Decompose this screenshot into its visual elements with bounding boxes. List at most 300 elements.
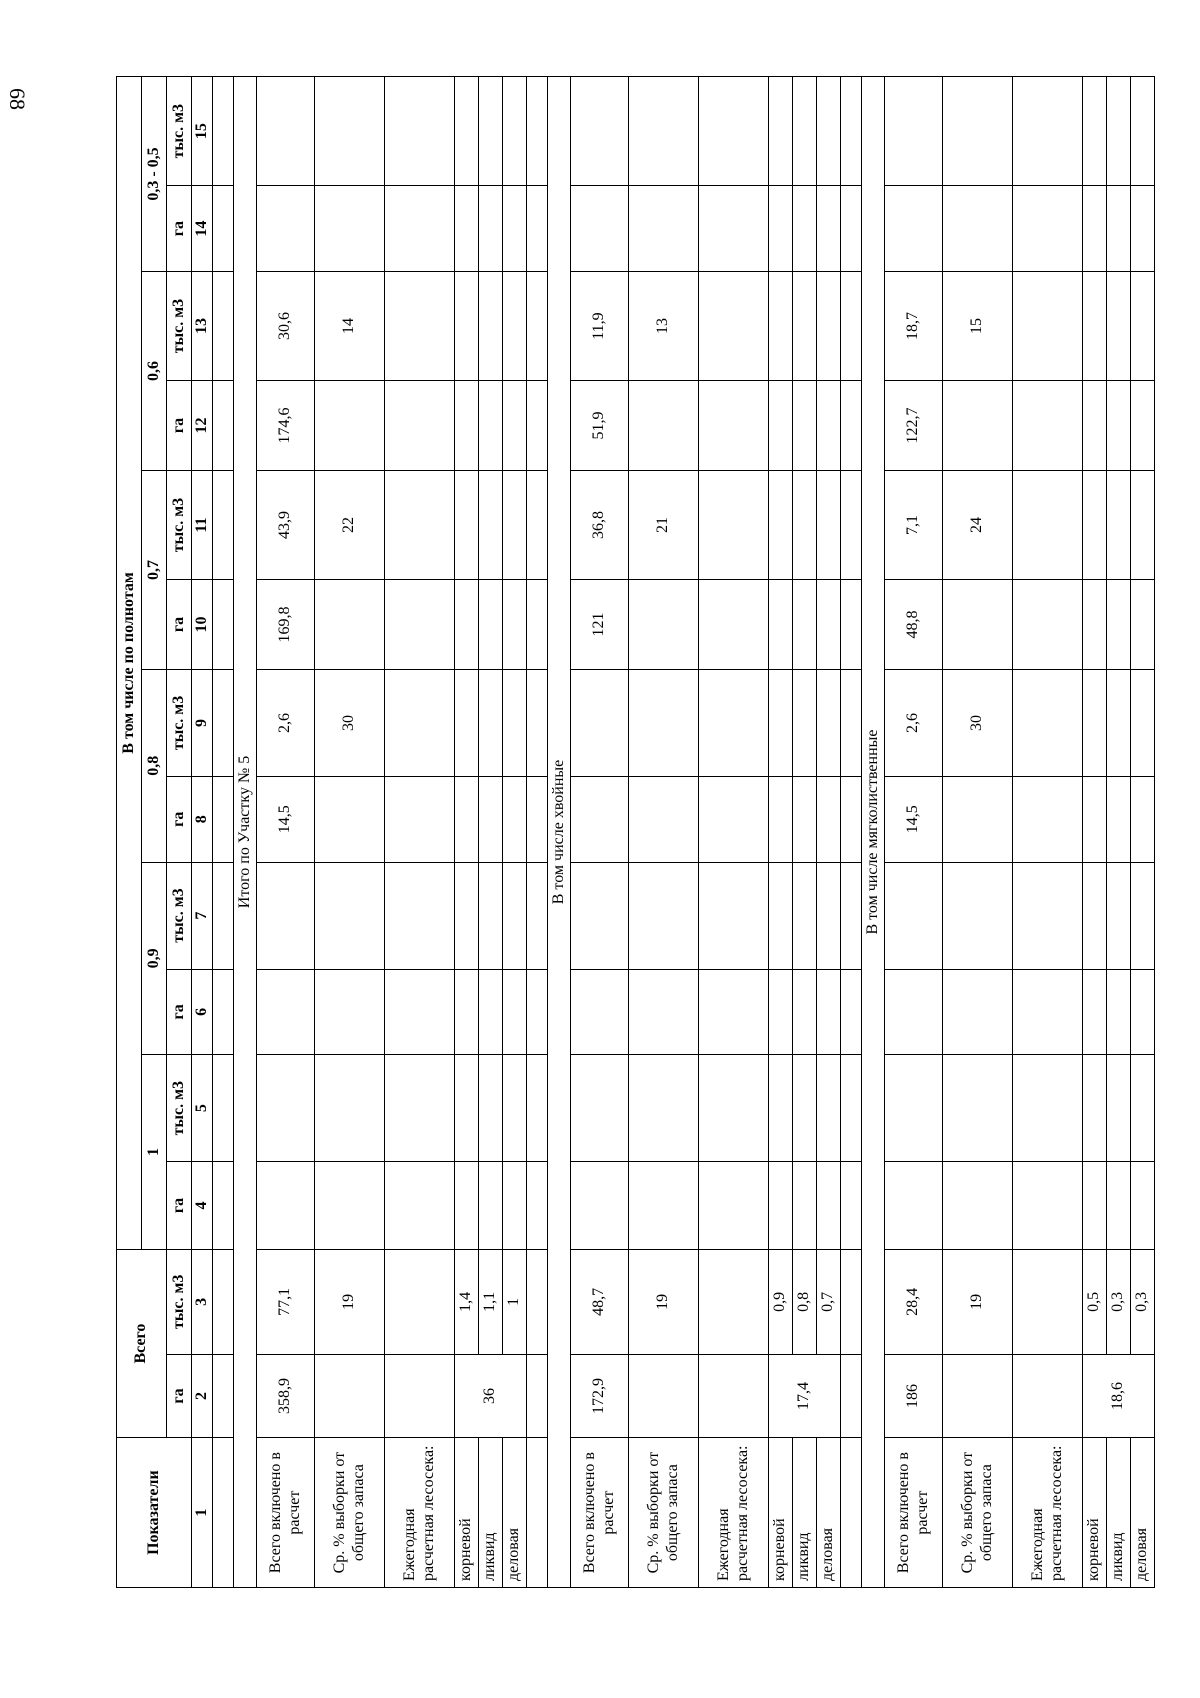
row-label-liquid: ликвид: [1107, 1438, 1131, 1588]
data-cell: [943, 862, 1013, 969]
empty-cell: [769, 669, 793, 776]
empty-cell: [817, 776, 841, 862]
empty-cell: [1013, 862, 1083, 969]
section-title: В том числе хвойные: [548, 77, 571, 1588]
empty-cell: [527, 470, 548, 579]
empty-cell: [817, 77, 841, 186]
empty-cell: [841, 77, 862, 186]
column-number: 1: [192, 1438, 213, 1588]
header-density-1: 1: [142, 1055, 167, 1250]
data-cell: [943, 186, 1013, 272]
empty-cell: [1107, 969, 1131, 1055]
empty-cell: [1131, 271, 1155, 380]
data-cell: 15: [943, 271, 1013, 380]
empty-cell: [213, 862, 234, 969]
empty-cell: [503, 1055, 527, 1162]
empty-cell: [699, 580, 769, 670]
empty-cell: [1013, 1354, 1083, 1437]
empty-cell: [385, 381, 455, 471]
empty-cell: [503, 776, 527, 862]
empty-cell: [699, 470, 769, 579]
data-cell: 30,6: [257, 271, 315, 380]
empty-cell: [527, 1354, 548, 1437]
data-cell: [571, 77, 629, 186]
empty-cell: [817, 969, 841, 1055]
empty-cell: [793, 271, 817, 380]
empty-cell: [699, 969, 769, 1055]
empty-cell: [503, 580, 527, 670]
empty-cell: [1013, 1055, 1083, 1162]
empty-cell: [213, 381, 234, 471]
empty-cell: [213, 1438, 234, 1588]
empty-cell: [213, 271, 234, 380]
column-number: 13: [192, 271, 213, 380]
empty-cell: [1083, 969, 1107, 1055]
empty-cell: [769, 381, 793, 471]
empty-cell: [1013, 969, 1083, 1055]
header-by-density: В том числе по полнотам: [117, 77, 142, 1250]
data-cell: [629, 580, 699, 670]
empty-cell: [527, 776, 548, 862]
root-volume-cell: 0,5: [1083, 1249, 1107, 1354]
empty-cell: [817, 186, 841, 272]
header-density-03-05: 0,3 - 0,5: [142, 77, 167, 272]
empty-cell: [1107, 271, 1131, 380]
header-density-06: 0,6: [142, 271, 167, 470]
empty-cell: [385, 580, 455, 670]
data-cell: [943, 776, 1013, 862]
empty-cell: [1107, 381, 1131, 471]
data-cell: [629, 1055, 699, 1162]
data-cell: [629, 776, 699, 862]
empty-cell: [841, 271, 862, 380]
data-cell: [315, 580, 385, 670]
data-cell: [943, 77, 1013, 186]
empty-cell: [1013, 381, 1083, 471]
empty-cell: [385, 1354, 455, 1437]
empty-cell: [213, 77, 234, 186]
empty-cell: [1013, 580, 1083, 670]
empty-cell: [503, 77, 527, 186]
row-label-root: корневой: [455, 1438, 479, 1588]
empty-cell: [1131, 1162, 1155, 1250]
data-cell: 172,9: [571, 1354, 629, 1437]
empty-cell: [479, 1162, 503, 1250]
empty-cell: [1083, 271, 1107, 380]
empty-cell: [213, 969, 234, 1055]
empty-cell: [503, 186, 527, 272]
data-cell: [571, 1162, 629, 1250]
data-cell: [629, 1162, 699, 1250]
data-cell: 186: [885, 1354, 943, 1437]
data-cell: [315, 186, 385, 272]
row-label-included: Всего включено в расчет: [257, 1438, 315, 1588]
empty-cell: [455, 669, 479, 776]
empty-cell: [455, 1055, 479, 1162]
empty-cell: [527, 669, 548, 776]
rotated-table-wrapper: [116, 76, 1151, 1588]
empty-cell: [841, 1249, 862, 1354]
empty-cell: [1083, 862, 1107, 969]
data-cell: [629, 969, 699, 1055]
empty-cell: [699, 669, 769, 776]
empty-cell: [1013, 1162, 1083, 1250]
column-number: 14: [192, 186, 213, 272]
empty-cell: [699, 1354, 769, 1437]
empty-cell: [503, 470, 527, 579]
root-ha-cell: 36: [455, 1354, 527, 1437]
data-cell: [315, 77, 385, 186]
empty-cell: [841, 669, 862, 776]
data-cell: [885, 862, 943, 969]
column-number: 12: [192, 381, 213, 471]
empty-cell: [699, 381, 769, 471]
empty-cell: [1013, 77, 1083, 186]
empty-cell: [385, 1055, 455, 1162]
empty-cell: [699, 1055, 769, 1162]
unit-volume-header: тыс. м3: [167, 1249, 192, 1354]
empty-cell: [479, 669, 503, 776]
data-cell: [315, 776, 385, 862]
data-cell: [257, 969, 315, 1055]
data-cell: 122,7: [885, 381, 943, 471]
empty-cell: [385, 271, 455, 380]
root-ha-cell: 18,6: [1083, 1354, 1155, 1437]
empty-cell: [479, 186, 503, 272]
unit-volume-header: тыс. м3: [167, 1055, 192, 1162]
column-number: 11: [192, 470, 213, 579]
empty-cell: [385, 186, 455, 272]
empty-cell: [213, 1249, 234, 1354]
data-cell: 7,1: [885, 470, 943, 579]
column-number: 9: [192, 669, 213, 776]
data-cell: [315, 381, 385, 471]
data-cell: [257, 862, 315, 969]
row-label-commercial: деловая: [817, 1438, 841, 1588]
unit-ha-header: га: [167, 1162, 192, 1250]
unit-volume-header: тыс. м3: [167, 470, 192, 579]
empty-cell: [769, 580, 793, 670]
empty-cell: [213, 1162, 234, 1250]
empty-cell: [213, 1055, 234, 1162]
empty-cell: [385, 470, 455, 579]
empty-cell: [455, 186, 479, 272]
commercial-volume-cell: 1: [503, 1249, 527, 1354]
data-cell: [885, 77, 943, 186]
empty-cell: [1013, 470, 1083, 579]
empty-cell: [213, 580, 234, 670]
data-cell: 14: [315, 271, 385, 380]
row-label-included: Всего включено в расчет: [571, 1438, 629, 1588]
root-volume-cell: 1,4: [455, 1249, 479, 1354]
empty-cell: [503, 381, 527, 471]
data-cell: [629, 862, 699, 969]
empty-cell: [479, 776, 503, 862]
data-cell: [943, 969, 1013, 1055]
empty-cell: [213, 669, 234, 776]
empty-cell: [769, 470, 793, 579]
row-label-avg-pct: Ср. % выборки от общего запаса: [315, 1438, 385, 1588]
empty-cell: [793, 969, 817, 1055]
empty-cell: [527, 1162, 548, 1250]
row-label-annual-cut: Ежегодная расчетная лесосека:: [385, 1438, 455, 1588]
empty-cell: [769, 186, 793, 272]
empty-cell: [841, 1055, 862, 1162]
data-cell: [943, 1162, 1013, 1250]
empty-cell: [1083, 470, 1107, 579]
data-cell: 48,8: [885, 580, 943, 670]
data-cell: [571, 862, 629, 969]
data-cell: [629, 669, 699, 776]
empty-cell: [213, 776, 234, 862]
empty-cell: [1083, 186, 1107, 272]
unit-volume-header: тыс. м3: [167, 77, 192, 186]
empty-cell: [793, 862, 817, 969]
empty-cell: [1013, 271, 1083, 380]
empty-cell: [817, 1162, 841, 1250]
data-cell: [943, 1055, 1013, 1162]
empty-cell: [1107, 470, 1131, 579]
empty-cell: [1131, 862, 1155, 969]
empty-cell: [841, 580, 862, 670]
empty-cell: [817, 470, 841, 579]
data-cell: [571, 776, 629, 862]
unit-volume-header: тыс. м3: [167, 669, 192, 776]
empty-cell: [503, 862, 527, 969]
data-cell: 43,9: [257, 470, 315, 579]
unit-volume-header: тыс. м3: [167, 862, 192, 969]
empty-cell: [1083, 580, 1107, 670]
data-cell: 169,8: [257, 580, 315, 670]
row-label-root: корневой: [769, 1438, 793, 1588]
row-label-avg-pct: Ср. % выборки от общего запаса: [629, 1438, 699, 1588]
empty-cell: [385, 77, 455, 186]
unit-ha-header: га: [167, 580, 192, 670]
empty-cell: [699, 862, 769, 969]
empty-cell: [1107, 1162, 1131, 1250]
empty-cell: [841, 1438, 862, 1588]
data-cell: 2,6: [257, 669, 315, 776]
empty-cell: [769, 776, 793, 862]
empty-cell: [479, 862, 503, 969]
empty-cell: [479, 381, 503, 471]
root-ha-cell: 17,4: [769, 1354, 841, 1437]
empty-cell: [527, 1438, 548, 1588]
empty-cell: [841, 381, 862, 471]
empty-cell: [817, 669, 841, 776]
empty-cell: [1131, 186, 1155, 272]
data-cell: [315, 1354, 385, 1437]
data-cell: 77,1: [257, 1249, 315, 1354]
empty-cell: [385, 969, 455, 1055]
empty-cell: [817, 381, 841, 471]
data-cell: [257, 1162, 315, 1250]
data-cell: [315, 1055, 385, 1162]
page-number: 68: [5, 88, 30, 110]
data-cell: 28,4: [885, 1249, 943, 1354]
data-cell: 24: [943, 470, 1013, 579]
liquid-volume-cell: 0,3: [1107, 1249, 1131, 1354]
empty-cell: [841, 186, 862, 272]
data-cell: 22: [315, 470, 385, 579]
data-cell: [315, 862, 385, 969]
empty-cell: [817, 271, 841, 380]
section-title: Итого по Участку № 5: [234, 77, 257, 1588]
empty-cell: [769, 1162, 793, 1250]
data-cell: 121: [571, 580, 629, 670]
empty-cell: [817, 580, 841, 670]
empty-cell: [1131, 969, 1155, 1055]
empty-cell: [1131, 77, 1155, 186]
allowable-cut-table: [116, 76, 1155, 1588]
data-cell: 19: [943, 1249, 1013, 1354]
empty-cell: [1107, 776, 1131, 862]
data-cell: 30: [315, 669, 385, 776]
empty-cell: [769, 862, 793, 969]
empty-cell: [385, 1162, 455, 1250]
empty-cell: [455, 776, 479, 862]
empty-cell: [527, 969, 548, 1055]
column-number: 3: [192, 1249, 213, 1354]
data-cell: 11,9: [571, 271, 629, 380]
section-title: В том числе мягколиственные: [862, 77, 885, 1588]
empty-cell: [1083, 1162, 1107, 1250]
empty-cell: [1131, 580, 1155, 670]
data-cell: 13: [629, 271, 699, 380]
row-label-liquid: ликвид: [479, 1438, 503, 1588]
data-cell: 14,5: [257, 776, 315, 862]
empty-cell: [503, 1162, 527, 1250]
row-label-commercial: деловая: [503, 1438, 527, 1588]
empty-cell: [1107, 580, 1131, 670]
empty-cell: [1083, 776, 1107, 862]
empty-cell: [1083, 669, 1107, 776]
empty-cell: [455, 77, 479, 186]
empty-cell: [479, 271, 503, 380]
data-cell: 30: [943, 669, 1013, 776]
row-label-annual-cut: Ежегодная расчетная лесосека:: [699, 1438, 769, 1588]
data-cell: [885, 1055, 943, 1162]
empty-cell: [1107, 669, 1131, 776]
data-cell: 2,6: [885, 669, 943, 776]
empty-cell: [1131, 669, 1155, 776]
column-number: 15: [192, 77, 213, 186]
unit-volume-header: тыс. м3: [167, 271, 192, 380]
unit-ha-header: га: [167, 969, 192, 1055]
data-cell: 51,9: [571, 381, 629, 471]
unit-ha-header: га: [167, 776, 192, 862]
data-cell: [943, 580, 1013, 670]
commercial-volume-cell: 0,7: [817, 1249, 841, 1354]
liquid-volume-cell: 1,1: [479, 1249, 503, 1354]
empty-cell: [699, 77, 769, 186]
empty-cell: [793, 580, 817, 670]
data-cell: [885, 186, 943, 272]
empty-cell: [1131, 1055, 1155, 1162]
column-number: 6: [192, 969, 213, 1055]
header-indicators: Показатели: [117, 1438, 192, 1588]
empty-cell: [1013, 186, 1083, 272]
empty-cell: [1107, 77, 1131, 186]
row-label-liquid: ликвид: [793, 1438, 817, 1588]
data-cell: [571, 969, 629, 1055]
empty-cell: [1083, 77, 1107, 186]
empty-cell: [793, 1162, 817, 1250]
empty-cell: [817, 1055, 841, 1162]
row-label-included: Всего включено в расчет: [885, 1438, 943, 1588]
empty-cell: [699, 271, 769, 380]
empty-cell: [479, 77, 503, 186]
empty-cell: [769, 1055, 793, 1162]
column-number: 8: [192, 776, 213, 862]
empty-cell: [841, 1162, 862, 1250]
data-cell: [885, 969, 943, 1055]
empty-cell: [1083, 381, 1107, 471]
empty-cell: [213, 470, 234, 579]
header-density-09: 0,9: [142, 862, 167, 1055]
empty-cell: [699, 1249, 769, 1354]
data-cell: 358,9: [257, 1354, 315, 1437]
data-cell: 19: [315, 1249, 385, 1354]
data-cell: [943, 1354, 1013, 1437]
empty-cell: [793, 776, 817, 862]
empty-cell: [1013, 1249, 1083, 1354]
data-cell: 174,6: [257, 381, 315, 471]
data-cell: [943, 381, 1013, 471]
empty-cell: [455, 470, 479, 579]
unit-ha-header: га: [167, 186, 192, 272]
empty-cell: [527, 381, 548, 471]
empty-cell: [385, 862, 455, 969]
row-label-avg-pct: Ср. % выборки от общего запаса: [943, 1438, 1013, 1588]
data-cell: 19: [629, 1249, 699, 1354]
empty-cell: [455, 271, 479, 380]
empty-cell: [817, 862, 841, 969]
empty-cell: [793, 669, 817, 776]
empty-cell: [479, 580, 503, 670]
empty-cell: [385, 669, 455, 776]
empty-cell: [527, 77, 548, 186]
empty-cell: [1083, 1055, 1107, 1162]
column-number: 7: [192, 862, 213, 969]
empty-cell: [1107, 862, 1131, 969]
empty-cell: [1107, 1055, 1131, 1162]
data-cell: 36,8: [571, 470, 629, 579]
data-cell: [257, 77, 315, 186]
data-cell: 21: [629, 470, 699, 579]
empty-cell: [699, 1162, 769, 1250]
empty-cell: [1013, 776, 1083, 862]
table-body: [213, 77, 1155, 1588]
liquid-volume-cell: 0,8: [793, 1249, 817, 1354]
empty-cell: [385, 1249, 455, 1354]
data-cell: [629, 381, 699, 471]
data-cell: [315, 969, 385, 1055]
unit-ha-header: га: [167, 1354, 192, 1437]
empty-cell: [793, 470, 817, 579]
empty-cell: [841, 969, 862, 1055]
row-label-annual-cut: Ежегодная расчетная лесосека:: [1013, 1438, 1083, 1588]
empty-cell: [527, 1055, 548, 1162]
data-cell: [257, 1055, 315, 1162]
empty-cell: [841, 1354, 862, 1437]
empty-cell: [479, 470, 503, 579]
data-cell: 14,5: [885, 776, 943, 862]
empty-cell: [769, 77, 793, 186]
empty-cell: [527, 186, 548, 272]
empty-cell: [1013, 669, 1083, 776]
data-cell: [571, 669, 629, 776]
